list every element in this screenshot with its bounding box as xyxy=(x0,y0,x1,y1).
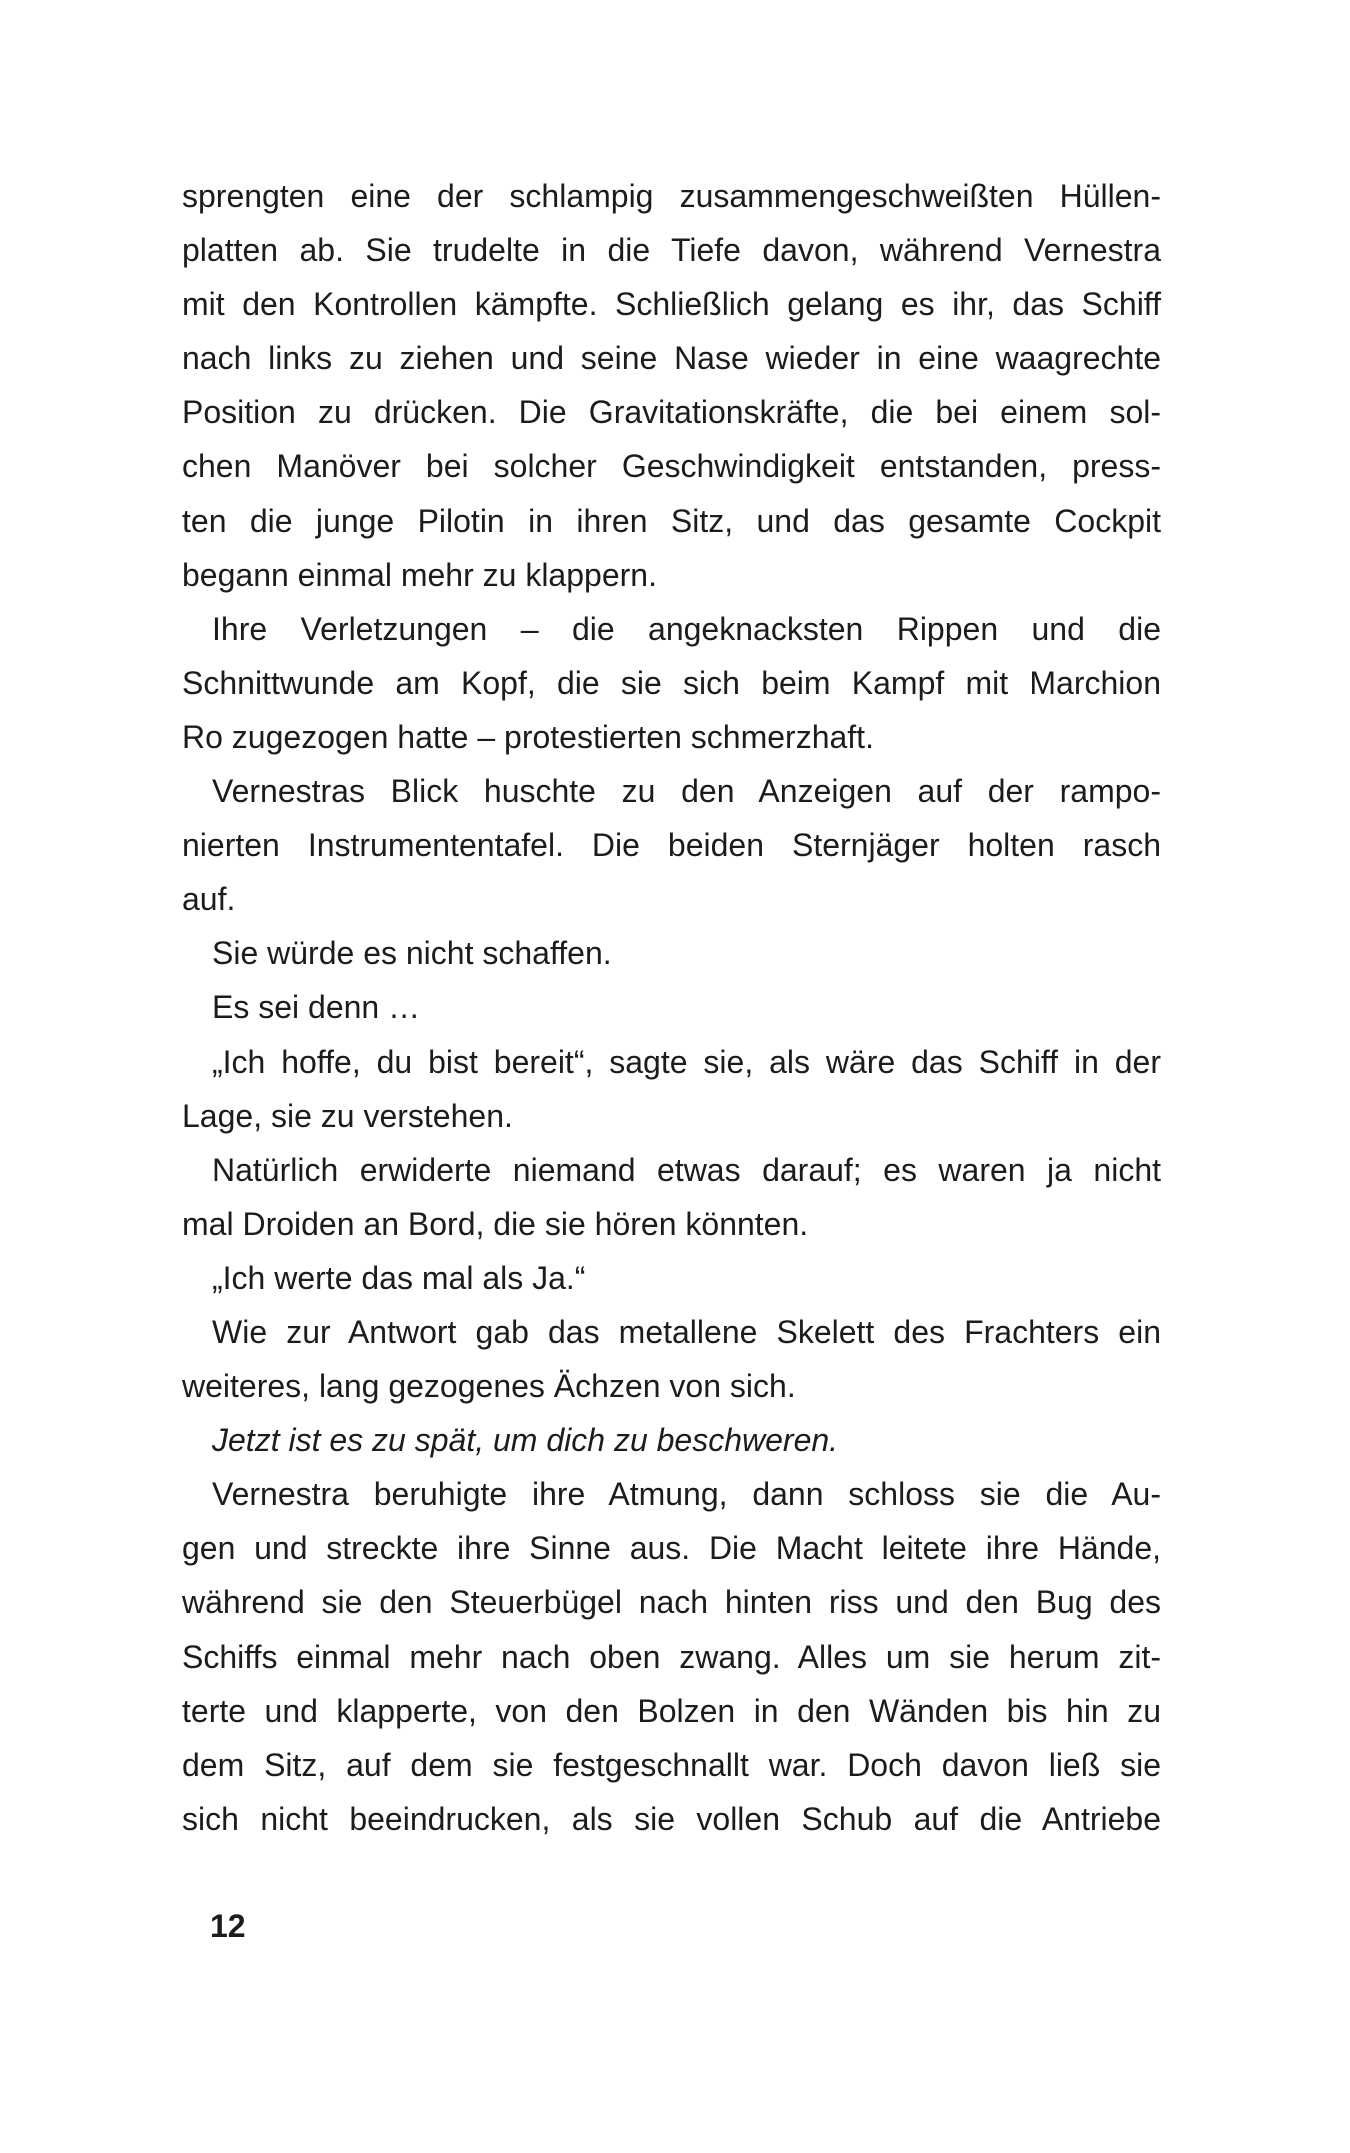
text-line: Position zu drücken. Die Gravitationskräfte, die bei einem sol- xyxy=(182,394,1161,431)
text-line: Jetzt ist es zu spät, um dich zu beschweren. xyxy=(212,1422,839,1459)
paragraph xyxy=(182,602,1161,764)
text-line: nierten Instrumententafel. Die beiden Sternjäger holten rasch xyxy=(182,827,1161,864)
text-line: auf. xyxy=(182,881,236,918)
page-number: 12 xyxy=(210,1908,246,1944)
text-line: Ihre Verletzungen – die angeknacksten Rippen und die xyxy=(212,610,1161,647)
text-line: nach links zu ziehen und seine Nase wieder in eine waagrechte xyxy=(182,340,1161,377)
text-line: terte und klapperte, von den Bolzen in den Wänden bis hin zu xyxy=(182,1692,1161,1729)
text-line: Ro zugezogen hatte – protestierten schmerzhaft. xyxy=(182,718,874,755)
paragraph xyxy=(182,1305,1161,1413)
paragraph xyxy=(182,764,1161,926)
text-line: sich nicht beeindrucken, als sie vollen Schub auf die Antriebe xyxy=(182,1800,1161,1837)
paragraph xyxy=(182,1143,1161,1251)
text-line: weiteres, lang gezogenes Ächzen von sich. xyxy=(182,1368,796,1405)
text-line: dem Sitz, auf dem sie festgeschnallt war. Doch davon ließ sie xyxy=(182,1746,1161,1783)
paragraph xyxy=(182,1251,1161,1305)
text-line: mit den Kontrollen kämpfte. Schließlich gelang es ihr, das Schiff xyxy=(182,286,1161,323)
paragraph xyxy=(182,169,1161,602)
body-text xyxy=(182,169,1161,1846)
text-line: während sie den Steuerbügel nach hinten riss und den Bug des xyxy=(182,1584,1161,1621)
paragraph xyxy=(182,980,1161,1034)
text-line: Natürlich erwiderte niemand etwas darauf; es waren ja nicht xyxy=(212,1151,1161,1188)
text-line: mal Droiden an Bord, die sie hören könnten. xyxy=(182,1205,809,1242)
text-line: „Ich werte das mal als Ja.“ xyxy=(212,1259,586,1296)
text-line: begann einmal mehr zu klappern. xyxy=(182,556,657,593)
paragraph xyxy=(182,1467,1161,1846)
text-line: chen Manöver bei solcher Geschwindigkeit entstanden, press- xyxy=(182,448,1161,485)
text-line: Vernestras Blick huschte zu den Anzeigen auf der rampo- xyxy=(212,773,1161,810)
text-line: gen und streckte ihre Sinne aus. Die Macht leitete ihre Hände, xyxy=(182,1530,1161,1567)
text-line: platten ab. Sie trudelte in die Tiefe davon, während Vernestra xyxy=(182,232,1161,269)
paragraph xyxy=(182,926,1161,980)
text-line: Wie zur Antwort gab das metallene Skelett des Frachters ein xyxy=(212,1313,1161,1350)
text-line: Schnittwunde am Kopf, die sie sich beim Kampf mit Marchion xyxy=(182,664,1161,701)
text-line: sprengten eine der schlampig zusammengeschweißten Hüllen- xyxy=(182,178,1161,214)
text-line: ten die junge Pilotin in ihren Sitz, und das gesamte Cockpit xyxy=(182,502,1161,539)
paragraph xyxy=(182,1413,1161,1467)
text-line: „Ich hoffe, du bist bereit“, sagte sie, als wäre das Schiff in der xyxy=(212,1043,1161,1080)
text-line: Lage, sie zu verstehen. xyxy=(182,1097,513,1134)
text-line: Vernestra beruhigte ihre Atmung, dann schloss sie die Au- xyxy=(212,1476,1161,1513)
text-line: Sie würde es nicht schaffen. xyxy=(212,935,612,972)
text-line: Schiffs einmal mehr nach oben zwang. Alles um sie herum zit- xyxy=(182,1638,1161,1675)
text-line: Es sei denn … xyxy=(212,989,421,1026)
paragraph xyxy=(182,1035,1161,1143)
